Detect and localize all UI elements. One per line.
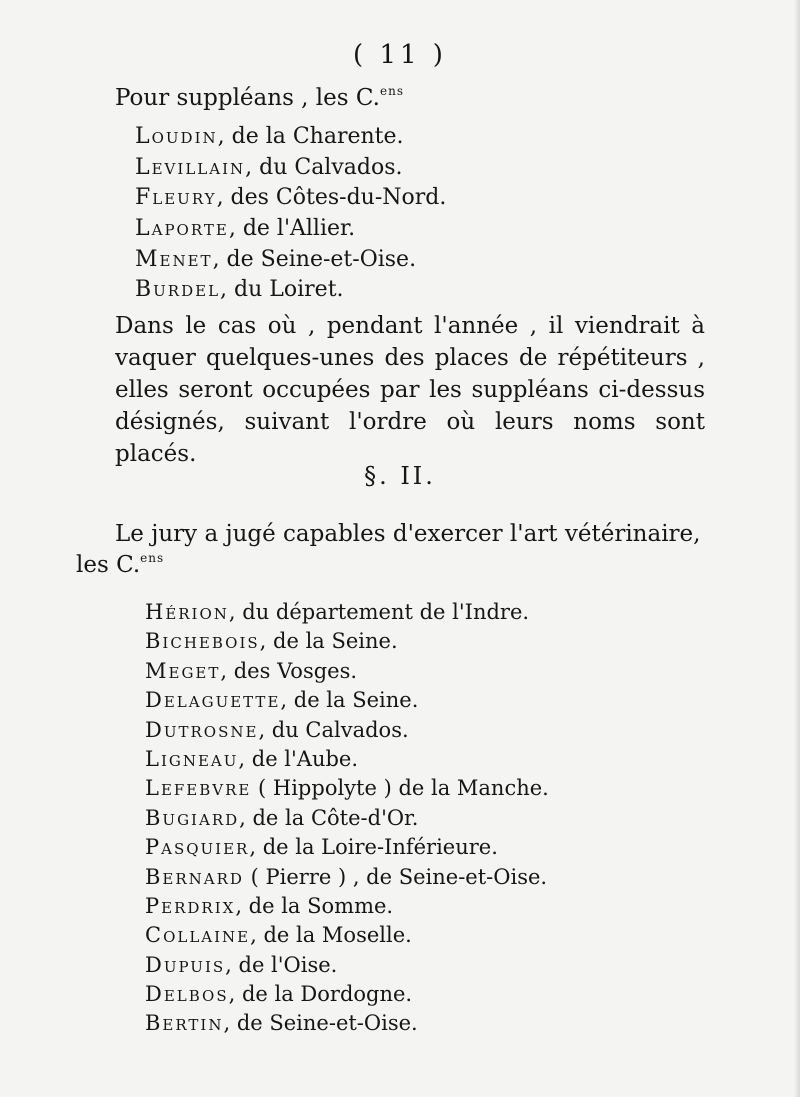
person-name: Meget xyxy=(145,658,221,683)
person-name: Delbos xyxy=(145,982,229,1007)
suppleant-item xyxy=(135,277,446,308)
suppleant-item xyxy=(135,216,446,247)
person-name: Fleury xyxy=(135,185,217,211)
section-title: §. II. xyxy=(364,462,436,490)
veterinarian-item xyxy=(145,835,549,864)
suppleants-intro xyxy=(115,84,404,111)
veterinarian-item xyxy=(145,982,549,1011)
person-name: Laporte xyxy=(135,216,229,242)
person-name: Ligneau xyxy=(145,746,239,771)
person-name: Delaguette xyxy=(145,688,281,713)
person-name: Menet xyxy=(135,246,213,272)
page-edge xyxy=(794,0,800,1097)
jury-intro-sup: ens xyxy=(140,551,165,565)
person-origin: , de la Dordogne. xyxy=(228,982,413,1007)
page-number: ( 11 ) xyxy=(353,40,447,70)
person-origin: , de Seine-et-Oise. xyxy=(223,1011,418,1036)
jury-intro-line1: Le jury a jugé capables d'exercer l'art vétérinaire, xyxy=(115,521,701,547)
person-origin: , de la Charente. xyxy=(217,124,404,149)
person-name: Lefebvre xyxy=(145,776,252,801)
person-origin: , de la Moselle. xyxy=(250,923,412,948)
person-origin: , du Calvados. xyxy=(258,717,409,742)
veterinarian-item xyxy=(145,688,549,717)
veterinarian-item xyxy=(145,629,549,658)
veterinarian-item xyxy=(145,718,549,747)
person-name: Bichebois xyxy=(145,629,260,654)
person-origin: , des Vosges. xyxy=(220,658,358,683)
person-name: Hérion xyxy=(145,600,229,624)
person-origin: , de la Seine. xyxy=(280,688,419,713)
person-origin: , de l'Oise. xyxy=(225,952,338,977)
person-name: Bernard xyxy=(145,864,244,889)
person-name: Levillain xyxy=(135,154,246,180)
person-origin: , du Loiret. xyxy=(220,277,344,303)
person-origin: , de la Loire-Inférieure. xyxy=(249,835,498,860)
person-origin: , de la Côte-d'Or. xyxy=(239,805,419,830)
person-origin: ( Pierre ) , de Seine-et-Oise. xyxy=(243,864,548,889)
veterinarian-item xyxy=(145,894,549,923)
suppleants-intro-sup: ens xyxy=(379,84,404,98)
person-origin: , des Côtes-du-Nord. xyxy=(216,185,447,211)
person-origin: , de la Seine. xyxy=(259,629,398,654)
person-origin: , du Calvados. xyxy=(245,154,403,180)
person-origin: ( Hippolyte ) de la Manche. xyxy=(251,776,549,801)
veterinarian-item xyxy=(145,659,549,688)
person-name: Pasquier xyxy=(145,835,250,860)
replacement-paragraph: Dans le cas où , pendant l'année , il viendrait à vaquer quelques-unes des places de répétiteurs , elles seront occupées par les suppléans ci-dessus désignés, suivant l'ordre où leurs noms sont placés. xyxy=(115,313,705,467)
jury-intro-line2 xyxy=(76,551,164,578)
veterinarian-item xyxy=(145,747,549,776)
veterinarian-item xyxy=(145,1011,549,1040)
jury-intro-text: les C. xyxy=(76,552,141,578)
suppleants-list xyxy=(135,124,446,308)
person-origin: , de la Somme. xyxy=(235,893,394,918)
suppleant-item xyxy=(135,247,446,278)
person-name: Dutrosne xyxy=(145,717,259,742)
person-origin: , de l'Allier. xyxy=(228,216,356,242)
suppleants-intro-text: Pour suppléans , les C. xyxy=(115,85,380,111)
veterinarian-item xyxy=(145,806,549,835)
person-name: Loudin xyxy=(135,124,218,149)
suppleant-item xyxy=(135,155,446,186)
veterinarian-item xyxy=(145,923,549,952)
person-name: Burdel xyxy=(135,277,221,303)
person-origin: , de Seine-et-Oise. xyxy=(212,246,417,272)
person-origin: , de l'Aube. xyxy=(238,746,359,771)
suppleant-item xyxy=(135,185,446,216)
person-name: Bertin xyxy=(145,1011,224,1036)
person-name: Bugiard xyxy=(145,805,240,830)
person-name: Collaine xyxy=(145,923,251,948)
suppleant-item xyxy=(135,124,446,155)
person-origin: , du département de l'Indre. xyxy=(228,600,530,624)
veterinarian-item xyxy=(145,776,549,805)
veterinarians-list xyxy=(145,600,549,1041)
veterinarian-item xyxy=(145,953,549,982)
person-name: Perdrix xyxy=(145,893,236,918)
person-name: Dupuis xyxy=(145,952,226,977)
veterinarian-item xyxy=(145,600,549,629)
veterinarian-item xyxy=(145,865,549,894)
